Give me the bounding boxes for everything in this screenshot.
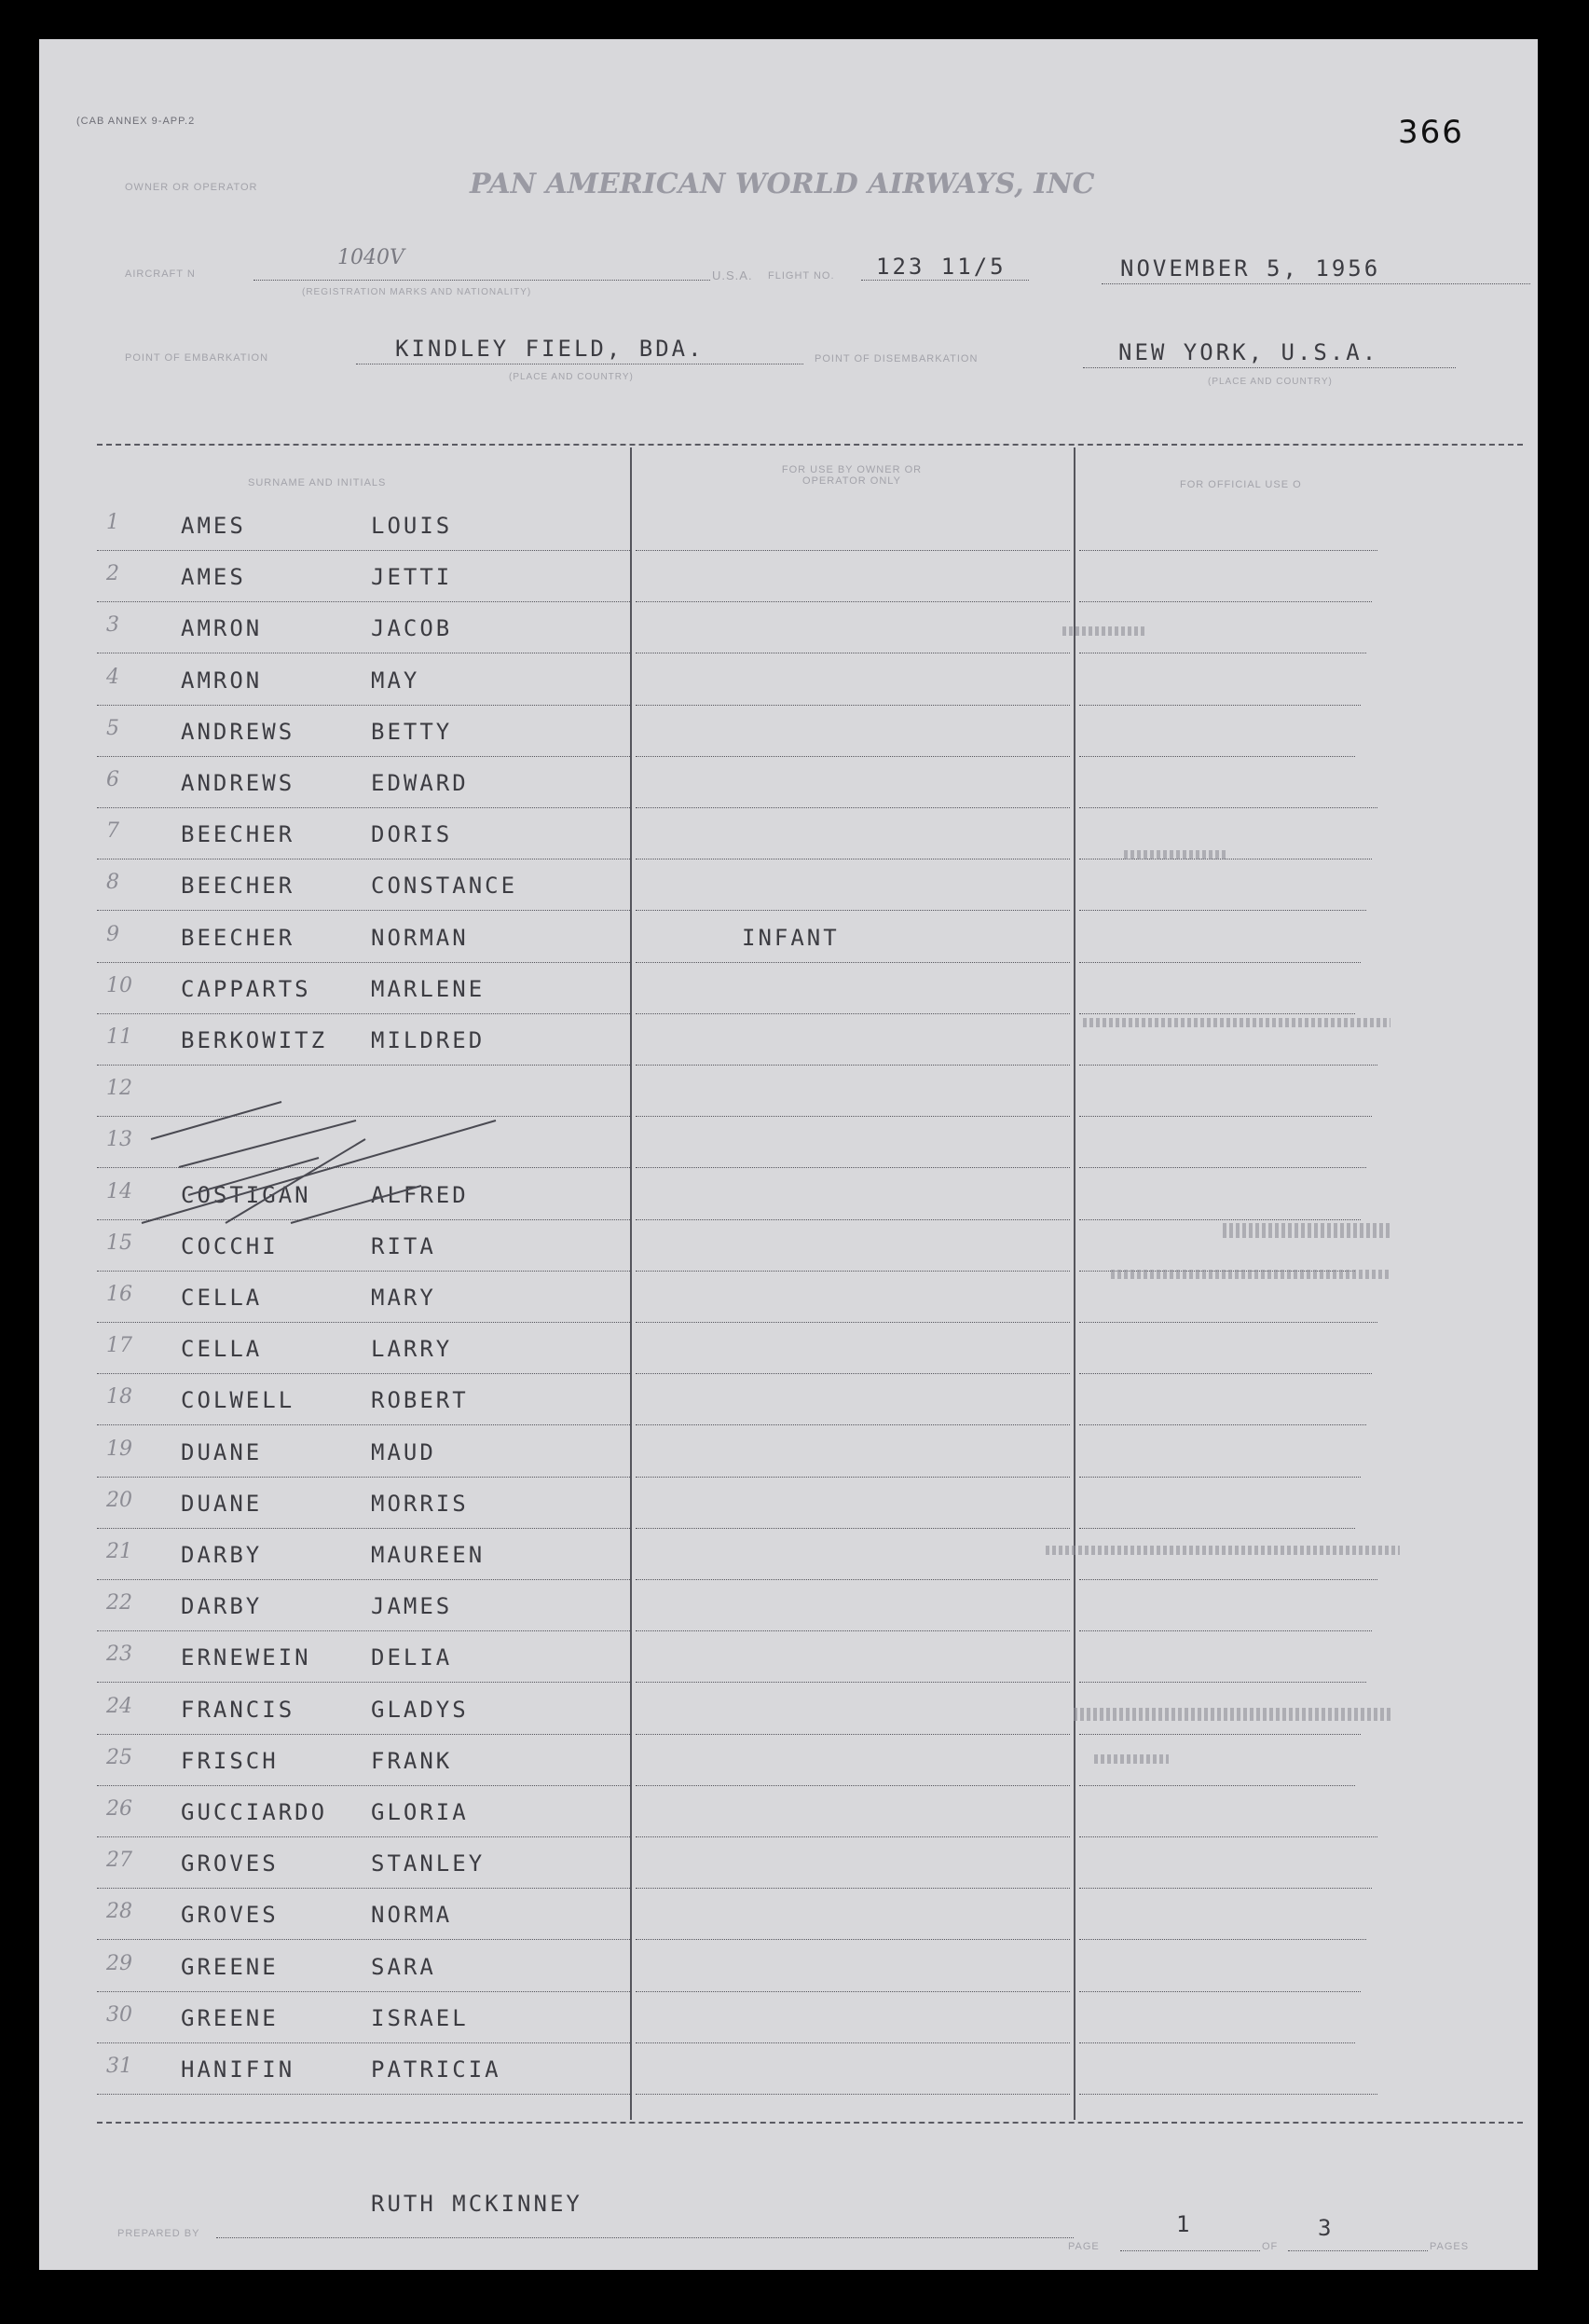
row-rule [636, 1271, 1070, 1272]
row-rule [97, 1065, 630, 1066]
passenger-surname: BEECHER [181, 925, 295, 951]
passenger-given-name: MORRIS [371, 1491, 469, 1517]
embark-label: POINT OF EMBARKATION [125, 352, 269, 364]
passenger-surname: DUANE [181, 1491, 263, 1517]
passenger-given-name: GLADYS [371, 1697, 469, 1723]
row-number: 9 [106, 923, 119, 946]
passenger-given-name: EDWARD [371, 770, 469, 796]
passenger-given-name: PATRICIA [371, 2056, 501, 2083]
row-rule [97, 910, 630, 911]
row-rule [97, 1888, 630, 1889]
row-rule [1079, 1888, 1372, 1889]
prepared-by-label: PREPARED BY [117, 2228, 200, 2239]
row-number: 18 [106, 1385, 132, 1409]
passenger-given-name: JAMES [371, 1593, 453, 1619]
row-rule [1079, 1836, 1377, 1837]
row-rule [97, 601, 630, 602]
row-number: 2 [106, 562, 119, 585]
row-rule [1079, 1682, 1366, 1683]
passenger-given-name: MAUREEN [371, 1542, 486, 1568]
embark-value: KINDLEY FIELD, BDA. [395, 336, 705, 362]
row-rule [97, 1271, 630, 1272]
row-rule [636, 1065, 1070, 1066]
passenger-given-name: LOUIS [371, 513, 453, 539]
row-rule [1079, 910, 1366, 911]
row-rule [636, 1579, 1070, 1580]
row-rule [97, 756, 630, 757]
row-rule [636, 601, 1070, 602]
column-divider-2 [1074, 447, 1075, 2120]
row-number: 25 [106, 1746, 132, 1769]
row-number: 13 [106, 1128, 132, 1151]
passenger-given-name: STANLEY [371, 1850, 486, 1877]
row-rule [1079, 705, 1361, 706]
date-value: NOVEMBER 5, 1956 [1120, 255, 1381, 282]
row-rule [1079, 1528, 1355, 1529]
table-bottom-rule [97, 2122, 1523, 2124]
passenger-surname: COLWELL [181, 1387, 295, 1413]
passenger-surname: AMES [181, 513, 246, 539]
row-rule [1079, 1424, 1366, 1425]
row-number: 10 [106, 974, 132, 997]
row-rule [97, 962, 630, 963]
disembark-value: NEW YORK, U.S.A. [1118, 339, 1379, 365]
row-rule [97, 1477, 630, 1478]
row-rule [1079, 807, 1377, 808]
row-rule [1079, 1991, 1361, 1992]
owner-label: OWNER OR OPERATOR [125, 182, 258, 193]
row-rule [1079, 1116, 1372, 1117]
row-rule [97, 1785, 630, 1786]
row-rule [1079, 550, 1377, 551]
row-rule [636, 1682, 1070, 1683]
row-rule [636, 1322, 1070, 1323]
owner-value: PAN AMERICAN WORLD AIRWAYS, INC [470, 168, 1095, 200]
passenger-given-name: ALFRED [371, 1182, 469, 1208]
row-rule [636, 2042, 1070, 2043]
row-rule [1079, 2042, 1355, 2043]
passenger-given-name: ROBERT [371, 1387, 469, 1413]
row-rule [97, 550, 630, 551]
row-number: 15 [106, 1231, 132, 1255]
row-rule [97, 1013, 630, 1014]
passenger-surname: ERNEWEIN [181, 1644, 311, 1671]
embark-sub: (PLACE AND COUNTRY) [509, 372, 634, 382]
passenger-given-name: MAY [371, 667, 420, 694]
row-rule [1079, 2094, 1377, 2095]
row-rule [1079, 601, 1372, 602]
passenger-given-name: LARRY [371, 1336, 453, 1362]
row-number: 20 [106, 1489, 132, 1512]
passenger-surname: COSTIGAN [181, 1182, 311, 1208]
row-number: 19 [106, 1437, 132, 1461]
pages-label: PAGES [1430, 2241, 1470, 2252]
form-id: (CAB ANNEX 9-APP.2 [76, 116, 196, 127]
row-rule [1079, 1734, 1361, 1735]
manifest-sheet [39, 39, 1538, 2270]
row-number: 16 [106, 1283, 132, 1306]
row-rule [1079, 1167, 1366, 1168]
passenger-given-name: JETTI [371, 564, 453, 590]
row-rule [97, 1322, 630, 1323]
row-rule [636, 2094, 1070, 2095]
page-current: 1 [1176, 2211, 1193, 2237]
row-rule [636, 1219, 1070, 1220]
row-rule [1079, 1373, 1372, 1374]
passenger-surname: BEECHER [181, 821, 295, 847]
passenger-surname: CELLA [181, 1285, 263, 1311]
row-rule [97, 2094, 630, 2095]
passenger-surname: FRANCIS [181, 1697, 295, 1723]
table-top-rule [97, 444, 1523, 446]
row-rule [636, 705, 1070, 706]
row-number: 17 [106, 1334, 132, 1357]
row-rule [636, 1424, 1070, 1425]
passenger-given-name: MAUD [371, 1439, 436, 1465]
passenger-surname: FRISCH [181, 1748, 279, 1774]
passenger-surname: BEECHER [181, 873, 295, 899]
row-rule [97, 1528, 630, 1529]
of-label: OF [1262, 2241, 1279, 2252]
row-number: 28 [106, 1900, 132, 1923]
row-rule [97, 1579, 630, 1580]
passenger-surname: COCCHI [181, 1233, 279, 1259]
passenger-surname: GROVES [181, 1902, 279, 1928]
row-number: 11 [106, 1025, 132, 1049]
row-rule [636, 1528, 1070, 1529]
owner-use-note: INFANT [742, 925, 840, 951]
row-rule [1079, 1322, 1377, 1323]
row-number: 4 [106, 666, 119, 689]
disembark-sub: (PLACE AND COUNTRY) [1208, 377, 1333, 387]
passenger-given-name: GLORIA [371, 1799, 469, 1825]
row-rule [636, 1013, 1070, 1014]
row-rule [97, 1939, 630, 1940]
row-rule [636, 910, 1070, 911]
passenger-surname: BERKOWITZ [181, 1027, 328, 1053]
row-rule [97, 1991, 630, 1992]
flight-value: 123 11/5 [876, 254, 1007, 280]
row-rule [1079, 756, 1355, 757]
row-number: 27 [106, 1849, 132, 1872]
passenger-given-name: SARA [371, 1954, 436, 1980]
row-rule [97, 1682, 630, 1683]
strike-through-marks [123, 1083, 608, 1242]
row-rule [97, 807, 630, 808]
passenger-given-name: MARY [371, 1285, 436, 1311]
usa-label: U.S.A. [712, 268, 753, 282]
row-number: 7 [106, 819, 119, 843]
row-rule [636, 756, 1070, 757]
row-rule [636, 1939, 1070, 1940]
row-number: 29 [106, 1952, 132, 1975]
passenger-given-name: JACOB [371, 615, 453, 641]
row-rule [636, 1167, 1070, 1168]
page-label: PAGE [1068, 2241, 1100, 2252]
passenger-surname: ANDREWS [181, 770, 295, 796]
row-number: 31 [106, 2055, 132, 2078]
passenger-surname: ANDREWS [181, 719, 295, 745]
passenger-surname: CELLA [181, 1336, 263, 1362]
row-number: 21 [106, 1540, 132, 1563]
page-number: 366 [1398, 114, 1464, 151]
row-rule [636, 1477, 1070, 1478]
row-rule [1079, 1579, 1377, 1580]
row-number: 24 [106, 1695, 132, 1718]
row-number: 26 [106, 1797, 132, 1821]
row-rule [1079, 1477, 1361, 1478]
row-number: 3 [106, 613, 119, 637]
row-rule [636, 1116, 1070, 1117]
passenger-given-name: MILDRED [371, 1027, 486, 1053]
row-number: 22 [106, 1591, 132, 1615]
passenger-surname: HANIFIN [181, 2056, 295, 2083]
row-rule [97, 2042, 630, 2043]
row-rule [636, 1888, 1070, 1889]
row-rule [1079, 1785, 1355, 1786]
passenger-given-name: BETTY [371, 719, 453, 745]
passenger-surname: DUANE [181, 1439, 263, 1465]
flight-label: FLIGHT NO. [768, 270, 835, 282]
prepared-by-value: RUTH MCKINNEY [371, 2191, 582, 2217]
row-number: 23 [106, 1643, 132, 1666]
row-number: 5 [106, 717, 119, 740]
passenger-surname: GREENE [181, 1954, 279, 1980]
row-rule [636, 1991, 1070, 1992]
column-header-owner-use: FOR USE BY OWNER OR OPERATOR ONLY [781, 464, 923, 487]
row-rule [636, 550, 1070, 551]
passenger-given-name: ISRAEL [371, 2005, 469, 2031]
page-total: 3 [1318, 2215, 1335, 2241]
row-number: 30 [106, 2003, 132, 2027]
row-rule [1079, 1939, 1366, 1940]
row-rule [97, 1734, 630, 1735]
passenger-surname: AMRON [181, 615, 263, 641]
row-rule [636, 1785, 1070, 1786]
passenger-given-name: CONSTANCE [371, 873, 518, 899]
passenger-surname: GUCCIARDO [181, 1799, 328, 1825]
passenger-given-name: FRANK [371, 1748, 453, 1774]
passenger-surname: CAPPARTS [181, 976, 311, 1002]
row-rule [1079, 962, 1361, 963]
row-rule [97, 705, 630, 706]
passenger-given-name: RITA [371, 1233, 436, 1259]
row-number: 8 [106, 871, 119, 894]
row-number: 14 [106, 1180, 132, 1203]
row-rule [97, 1373, 630, 1374]
column-header-surname: SURNAME AND INITIALS [248, 477, 387, 488]
column-header-official-use: FOR OFFICIAL USE O [1180, 479, 1302, 490]
row-rule [636, 1734, 1070, 1735]
passenger-given-name: MARLENE [371, 976, 486, 1002]
passenger-given-name: DORIS [371, 821, 453, 847]
row-rule [1079, 1630, 1372, 1631]
row-rule [636, 807, 1070, 808]
passenger-surname: AMRON [181, 667, 263, 694]
passenger-given-name: NORMAN [371, 925, 469, 951]
row-rule [97, 1424, 630, 1425]
column-divider-1 [630, 447, 632, 2120]
passenger-surname: GREENE [181, 2005, 279, 2031]
row-rule [636, 1836, 1070, 1837]
passenger-surname: GROVES [181, 1850, 279, 1877]
aircraft-label: AIRCRAFT N [125, 268, 196, 280]
row-rule [636, 962, 1070, 963]
passenger-surname: DARBY [181, 1593, 263, 1619]
row-number: 6 [106, 768, 119, 791]
row-number: 12 [106, 1077, 132, 1100]
disembark-label: POINT OF DISEMBARKATION [815, 353, 979, 364]
row-rule [636, 1630, 1070, 1631]
aircraft-sub: (REGISTRATION MARKS AND NATIONALITY) [302, 287, 532, 297]
row-number: 1 [106, 511, 119, 534]
passenger-surname: DARBY [181, 1542, 263, 1568]
row-rule [1079, 1013, 1355, 1014]
row-rule [636, 1373, 1070, 1374]
row-rule [97, 1836, 630, 1837]
passenger-surname: AMES [181, 564, 246, 590]
passenger-given-name: NORMA [371, 1902, 453, 1928]
passenger-given-name: DELIA [371, 1644, 453, 1671]
row-rule [97, 1630, 630, 1631]
row-rule [1079, 1065, 1377, 1066]
row-rule [1079, 1219, 1361, 1220]
aircraft-value: 1040V [337, 246, 404, 269]
